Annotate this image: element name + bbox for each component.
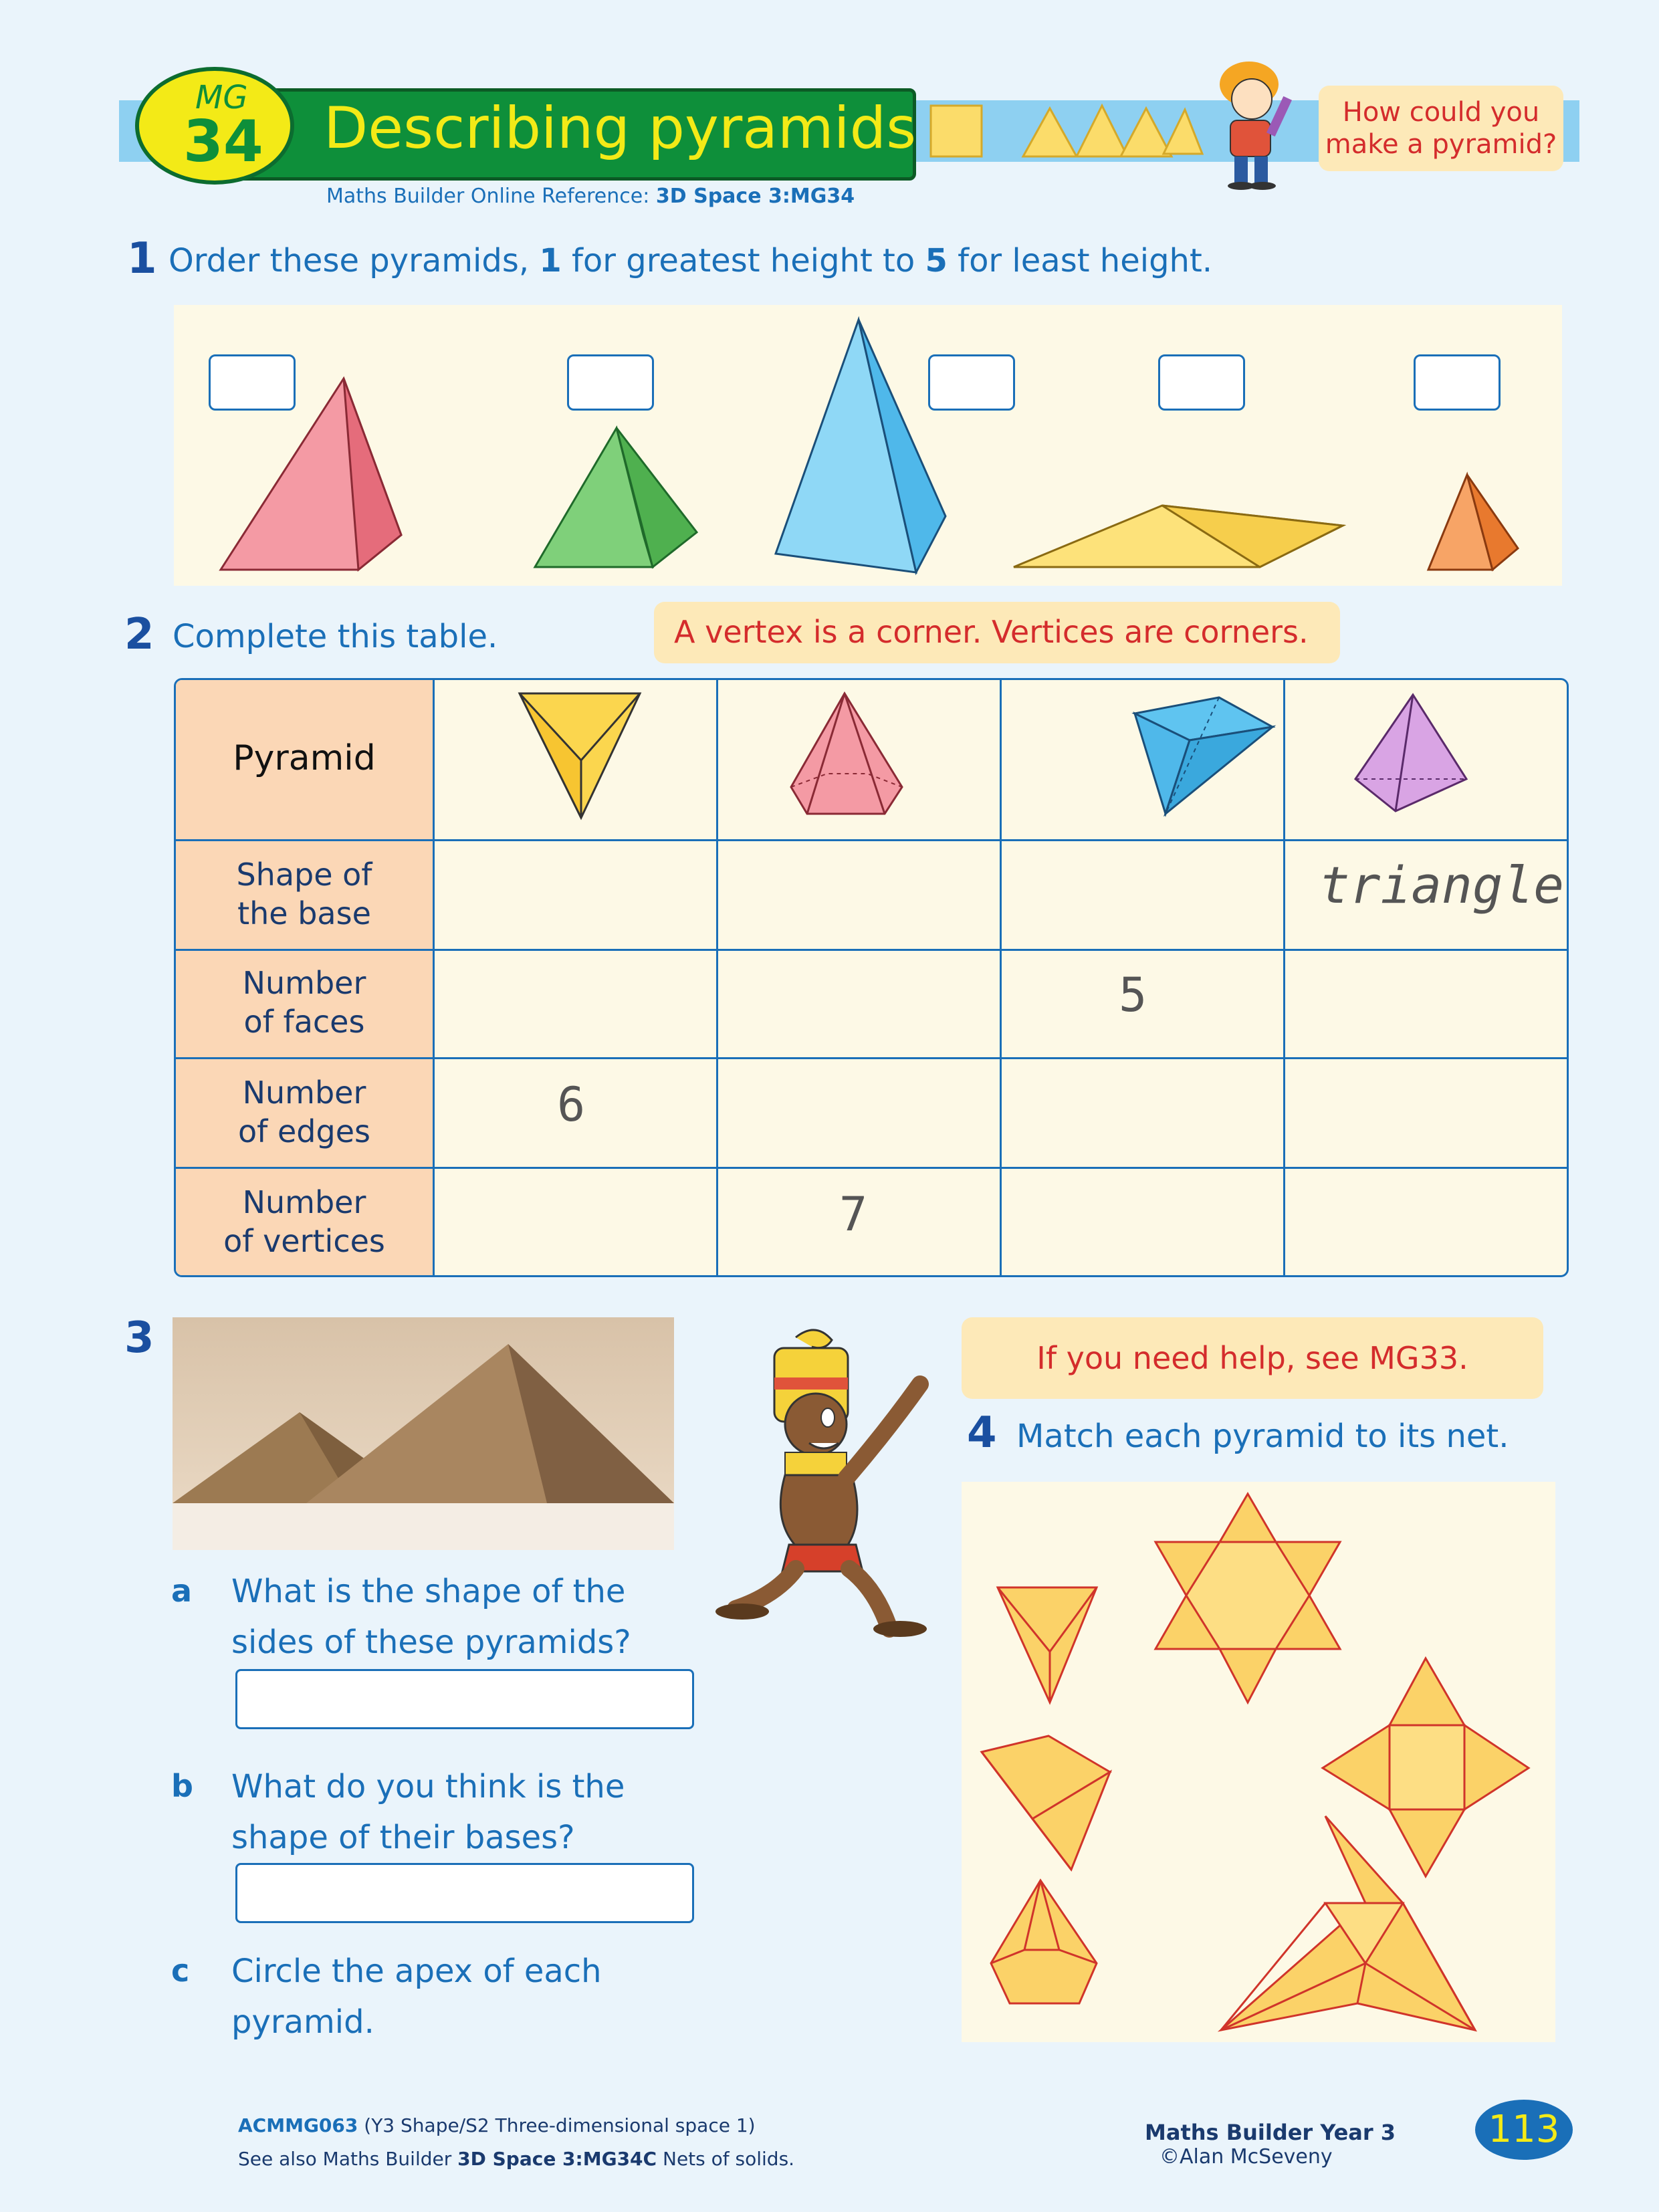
q3c-line: pyramid. bbox=[231, 2003, 374, 2041]
see-also-part: Nets of solids. bbox=[657, 2148, 795, 2170]
q3b-line: shape of their bases? bbox=[231, 1819, 575, 1856]
net-square-base-icon bbox=[1323, 1658, 1529, 1876]
online-reference bbox=[326, 185, 855, 208]
net-star-hexagon-icon bbox=[1155, 1494, 1340, 1702]
purple-triangular-pyramid-icon bbox=[1355, 695, 1466, 811]
code: ACMMG063 bbox=[238, 2114, 358, 2136]
pharaoh-cartoon-icon bbox=[715, 1324, 963, 1645]
copyright: ©Alan McSeveny bbox=[1159, 2145, 1333, 2169]
book-title: Maths Builder Year 3 bbox=[1145, 2120, 1396, 2145]
row-label-pyramid: Pyramid bbox=[233, 738, 376, 778]
row-label-shape-of-base bbox=[176, 855, 433, 933]
row-label-line: Number bbox=[242, 1184, 366, 1220]
q3b-text bbox=[231, 1761, 625, 1863]
see-also-bold: 3D Space 3:MG34C bbox=[457, 2148, 657, 2170]
see-also bbox=[238, 2148, 794, 2170]
curriculum-code bbox=[238, 2114, 756, 2136]
q3b-letter: b bbox=[171, 1768, 193, 1804]
egypt-pyramids-photo bbox=[173, 1317, 674, 1550]
code-desc: (Y3 Shape/S2 Three-dimensional space 1) bbox=[364, 2114, 756, 2136]
row-label-line: of vertices bbox=[223, 1223, 385, 1259]
traced-faces-5: 5 bbox=[1119, 968, 1147, 1022]
q3a-letter: a bbox=[171, 1573, 193, 1609]
vertex-note-text: A vertex is a corner. Vertices are corners. bbox=[674, 614, 1309, 650]
table-pyramids-illustration bbox=[433, 680, 1567, 839]
orange-pyramid-icon bbox=[1428, 475, 1518, 570]
help-note-text: If you need help, see MG33. bbox=[1036, 1340, 1468, 1376]
q3b-line: What do you think is the bbox=[231, 1768, 625, 1805]
row-label-line: of edges bbox=[238, 1113, 370, 1149]
tip-box bbox=[1319, 86, 1563, 171]
question-3-number: 3 bbox=[124, 1313, 154, 1363]
table-divider bbox=[176, 1057, 1567, 1059]
reference-label: Maths Builder Online Reference: bbox=[326, 185, 650, 208]
q3b-answer-field[interactable] bbox=[235, 1863, 694, 1923]
green-pyramid-icon bbox=[535, 428, 697, 567]
question-2-prompt: Complete this table. bbox=[173, 618, 498, 655]
row-label-number-of-faces bbox=[176, 964, 433, 1041]
table-divider bbox=[176, 1167, 1567, 1169]
q3c-letter: c bbox=[171, 1953, 190, 1989]
yellow-triangular-pyramid-icon bbox=[520, 693, 640, 818]
reference-value: 3D Space 3:MG34 bbox=[655, 185, 855, 208]
red-pyramid-icon bbox=[221, 378, 401, 570]
row-label-line: the base bbox=[237, 895, 371, 931]
table-divider bbox=[176, 949, 1567, 951]
row-label-line: of faces bbox=[243, 1004, 365, 1040]
q3c-line: Circle the apex of each bbox=[231, 1953, 602, 1990]
q4-nets-illustration bbox=[962, 1482, 1555, 2042]
row-label-line: Shape of bbox=[236, 857, 372, 893]
row-label-number-of-vertices bbox=[176, 1183, 433, 1260]
row-label-line: Number bbox=[242, 965, 366, 1001]
q3a-text bbox=[231, 1566, 631, 1668]
badge-number: 34 bbox=[183, 108, 263, 175]
q1-prompt-part: for greatest height to bbox=[561, 242, 925, 280]
question-4-prompt: Match each pyramid to its net. bbox=[1016, 1418, 1509, 1455]
blue-square-pyramid-icon bbox=[1135, 697, 1273, 814]
yellow-flat-pyramid-icon bbox=[1014, 506, 1343, 567]
net-pyramid-square-icon bbox=[982, 1736, 1110, 1870]
q1-pyramids-illustration bbox=[174, 305, 1562, 586]
girl-cartoon-icon bbox=[1188, 56, 1321, 190]
traced-vertices-7: 7 bbox=[839, 1187, 868, 1242]
question-1-prompt bbox=[169, 242, 1212, 280]
see-also-part: See also Maths Builder bbox=[238, 2148, 458, 2170]
pyramid-table bbox=[174, 678, 1569, 1277]
q1-bold-5: 5 bbox=[925, 242, 948, 280]
q1-prompt-part: Order these pyramids, bbox=[169, 242, 540, 280]
page-number: 113 bbox=[1475, 2100, 1573, 2160]
tip-text: How could you make a pyramid? bbox=[1325, 97, 1557, 160]
page-title: Describing pyramids bbox=[324, 95, 916, 162]
q1-bold-1: 1 bbox=[539, 242, 562, 280]
question-2-number: 2 bbox=[124, 610, 154, 659]
question-1-number: 1 bbox=[127, 234, 157, 284]
question-4-number: 4 bbox=[967, 1408, 997, 1458]
net-pyramid-triangular-icon bbox=[998, 1587, 1097, 1702]
net-pyramid-pentagonal-icon bbox=[991, 1880, 1097, 2003]
traced-edges-6: 6 bbox=[557, 1077, 586, 1132]
help-note-box bbox=[962, 1317, 1543, 1399]
blue-pyramid-icon bbox=[776, 320, 946, 572]
q3c-text bbox=[231, 1946, 602, 2048]
row-label-number-of-edges bbox=[176, 1073, 433, 1151]
q1-prompt-part: for least height. bbox=[947, 242, 1213, 280]
red-pentagonal-pyramid-icon bbox=[791, 693, 902, 814]
badge-prefix: MG bbox=[195, 79, 248, 116]
q3a-line: What is the shape of the bbox=[231, 1573, 626, 1610]
traced-base-triangle: triangle bbox=[1319, 855, 1565, 915]
q3a-answer-field[interactable] bbox=[235, 1669, 694, 1729]
row-label-line: Number bbox=[242, 1075, 366, 1111]
table-divider bbox=[176, 839, 1567, 841]
vertex-note-box bbox=[654, 602, 1340, 663]
header-shapes-icon bbox=[923, 99, 1204, 166]
q3a-line: sides of these pyramids? bbox=[231, 1624, 631, 1661]
